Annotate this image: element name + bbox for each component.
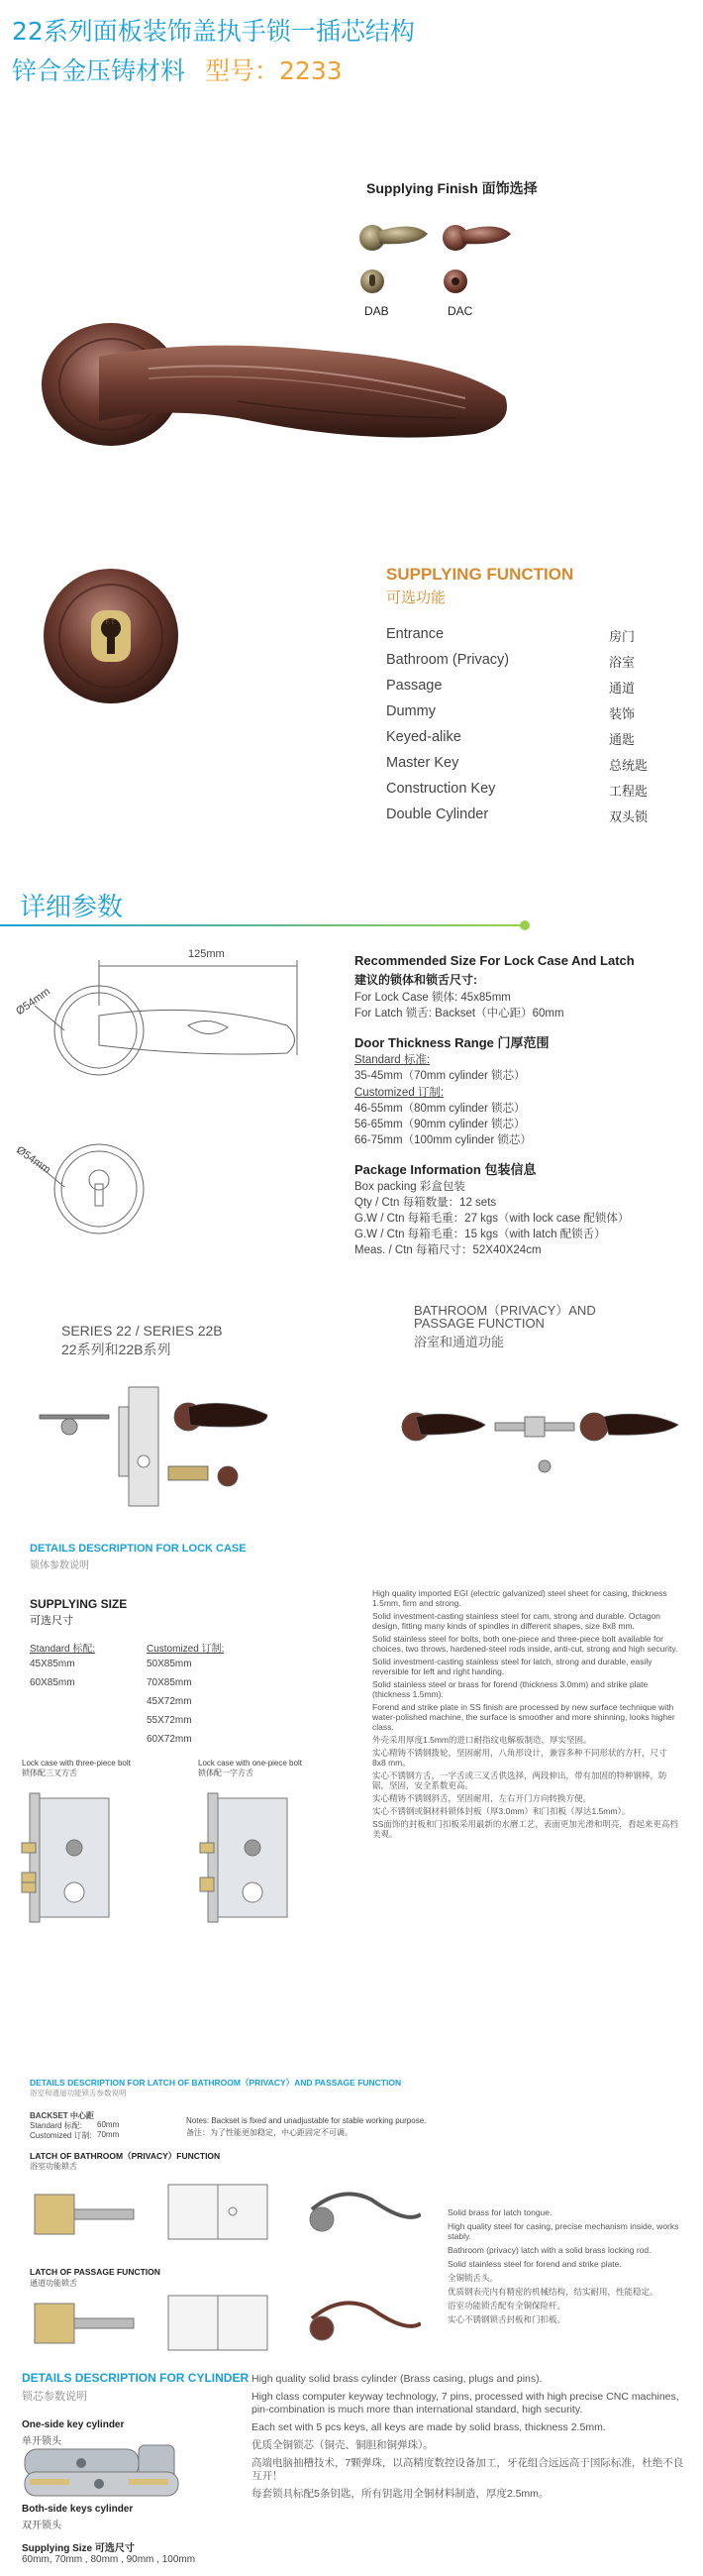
both-side-cylinder-image xyxy=(20,2464,188,2504)
bullet-item: 高端电脑抽槽技术，7颗弹珠，以高精度数控设备加工，牙花组合远远高于国际标准，杜绝不良互开！ xyxy=(251,2457,684,2482)
bullet-item: 实心不锈钢或铜材料锁体封板（厚3.0mm）和门扣板（厚达1.5mm）。 xyxy=(372,1806,631,1816)
cust-size-item: 55X72mm xyxy=(147,1715,192,1726)
one-side-cylinder-cn: 单开锁头 xyxy=(22,2436,61,2447)
bullet-item: 每套锁具标配5条钥匙，所有钥匙用全铜材料制造，厚度2.5mm。 xyxy=(251,2488,550,2500)
exploded-view-bathroom xyxy=(396,1387,693,1496)
bullet-item: Forend and strike plate in SS finish are processed by new surface technique with water-polished machine, the surface is smoother and more shinning, looks higher class. xyxy=(372,1702,675,1732)
cylinder-title: DETAILS DESCRIPTION FOR CYLINDER xyxy=(22,2371,250,2385)
door-custom-value: 46-55mm（80mm cylinder 锁芯） xyxy=(354,1103,526,1115)
recommended-line: For Latch 锁舌: Backset（中心距）60mm xyxy=(354,1008,564,1020)
backset-label: BACKSET 中心距 xyxy=(30,2111,94,2120)
std-size-label: Standard 标配: xyxy=(30,1644,96,1655)
dim-width-label: 125mm xyxy=(188,948,225,960)
door-custom-value: 56-65mm（90mm cylinder 锁芯） xyxy=(354,1119,526,1130)
model-number: 2233 xyxy=(279,56,343,85)
package-title: Package Information 包装信息 xyxy=(354,1162,537,1177)
package-line: Meas. / Ctn 每箱尺寸：52X40X24cm xyxy=(354,1244,542,1256)
bullet-item: 优质钢表壳内有精密的机械结构，结实耐用，性能稳定。 xyxy=(448,2287,658,2297)
package-line: G.W / Ctn 每箱毛重：15 kgs（with latch 配锁舌） xyxy=(354,1229,606,1240)
dim-rose-label: Ø54mm xyxy=(14,985,53,1019)
function-row: Passage 通道 xyxy=(386,678,636,696)
function-subtitle: 可选功能 xyxy=(386,590,447,606)
cust-size-item: 45X72mm xyxy=(147,1696,192,1707)
dac-handle-swatch xyxy=(443,225,511,293)
cust-size-item: 50X85mm xyxy=(147,1659,192,1669)
cust-size-item: 70X85mm xyxy=(147,1677,192,1688)
function-row: Bathroom (Privacy) 浴室 xyxy=(386,652,636,670)
function-row: Keyed-alike 通匙 xyxy=(386,729,636,747)
bullet-item: 全铜锁舌头。 xyxy=(448,2273,499,2283)
package-line: Box packing 彩盒包装 xyxy=(354,1181,465,1193)
series-right-cn: 浴室和通道功能 xyxy=(414,1335,505,1349)
details-title: 详细参数 xyxy=(20,893,124,922)
std-size-item: 45X85mm xyxy=(30,1659,75,1669)
package-line: Qty / Ctn 每箱数量：12 sets xyxy=(354,1197,497,1209)
lockcase-caption-three: Lock case with three-piece bolt 锁体配三叉方舌 xyxy=(22,1759,131,1777)
passage-latch-cn: 通道功能锁舌 xyxy=(30,2279,77,2288)
function-row: Dummy 装饰 xyxy=(386,703,636,721)
finish-option-dac[interactable]: DAC xyxy=(448,304,473,318)
bullet-item: High quality imported EGI (electric galvanized) steel sheet for casing, thickness 1.5mm, firm and strong. xyxy=(372,1588,667,1608)
series-left-en: SERIES 22 / SERIES 22B xyxy=(61,1323,223,1339)
bullet-item: High quality solid brass cylinder (Brass casing, plugs and pins). xyxy=(251,2373,543,2385)
passage-latch-image xyxy=(25,2284,421,2363)
dim-escutcheon-label: Ø54mm xyxy=(14,1143,53,1177)
function-title: SUPPLYING FUNCTION xyxy=(386,565,574,584)
door-thickness-title: Door Thickness Range 门厚范围 xyxy=(354,1035,550,1050)
function-row: Entrance 房门 xyxy=(386,626,636,644)
latch-title-cn: 浴室和通道功能锁舌参数说明 xyxy=(30,2089,127,2097)
escutcheon-image xyxy=(40,565,188,713)
bullet-item: SS面饰的封板和门扣板采用最新的水磨工艺，表面更加光滑和明亮，看起来更高档美观。 xyxy=(372,1819,678,1839)
bathroom-latch-title: LATCH OF BATHROOM（PRIVACY）FUNCTION xyxy=(30,2151,221,2161)
backset-note: Notes: Backset is fixed and unadjustable for stable working purpose. xyxy=(186,2116,427,2125)
series-left-cn: 22系列和22B系列 xyxy=(61,1342,171,1357)
one-side-cylinder-label: One-side key cylinder xyxy=(22,2419,125,2430)
lockcase-title-cn: 锁体参数说明 xyxy=(30,1560,89,1571)
door-standard-value: 35-45mm（70mm cylinder 锁芯） xyxy=(354,1070,526,1082)
bathroom-latch-image xyxy=(25,2170,421,2259)
section-divider-dot xyxy=(520,920,530,930)
dab-handle-swatch xyxy=(359,225,428,293)
latch-bullets xyxy=(448,2207,690,2328)
lever-handle-image xyxy=(40,307,535,495)
supplying-size-cn: 可选尺寸 xyxy=(30,1615,73,1627)
function-row: Construction Key 工程匙 xyxy=(386,781,649,799)
recommended-line: For Lock Case 锁体: 45x85mm xyxy=(354,992,511,1004)
backset-cust-value: 70mm xyxy=(97,2130,120,2139)
lockcase-images xyxy=(20,1783,356,1932)
bullet-item: Bathroom (privacy) latch with a solid brass locking rod. xyxy=(448,2245,652,2255)
backset-note-cn: 备注：为了性能更加稳定，中心距固定不可调。 xyxy=(186,2128,352,2137)
bullet-item: 浴室功能锁舌配有全铜保险杆。 xyxy=(448,2301,566,2310)
bullet-item: 实心精铸不锈钢斜舌，坚固耐用，左右开门方向转换方便。 xyxy=(372,1793,592,1803)
bullet-item: Each set with 5 pcs keys, all keys are made by solid brass, thickness 2.5mm. xyxy=(251,2421,606,2433)
exploded-view-entrance xyxy=(30,1367,327,1526)
page-subtitle xyxy=(12,52,343,87)
bullet-item: 实心不锈钢锁舌封板和门扣板。 xyxy=(448,2314,566,2324)
cust-size-label: Customized 订制: xyxy=(147,1644,225,1655)
latch-title: DETAILS DESCRIPTION FOR LATCH OF BATHROOM（PRIVACY）AND PASSAGE FUNCTION xyxy=(30,2078,402,2088)
bullet-item: 实心不锈钢方舌，一字舌或三叉舌供选择，两段伸出，带有加固的特种钢棒，防锯，坚固，安全系数更高。 xyxy=(372,1771,667,1790)
series-right-en1: BATHROOM（PRIVACY）AND xyxy=(414,1303,596,1318)
bathroom-latch-cn: 浴室功能锁舌 xyxy=(30,2162,77,2171)
passage-latch-title: LATCH OF PASSAGE FUNCTION xyxy=(30,2267,160,2277)
backset-std-value: 60mm xyxy=(97,2120,120,2129)
bullet-item: Solid investment-casting stainless steel for cam, strong and durable. Octagon design, fitting many kinds of spindles in different shapes, size 8x8 mm. xyxy=(372,1611,661,1631)
cylinder-title-cn: 锁芯参数说明 xyxy=(22,2391,87,2403)
both-side-cylinder-cn: 双开锁头 xyxy=(22,2521,61,2531)
bullet-item: Solid brass for latch tongue. xyxy=(448,2207,552,2217)
function-row: Master Key 总统匙 xyxy=(386,755,649,773)
bullet-item: Solid investment-casting stainless steel for latch, strong and durable, easily reversible for left and right handing. xyxy=(372,1657,653,1676)
series-right-en2: PASSAGE FUNCTION xyxy=(414,1316,545,1331)
model-label: 型号：2233 xyxy=(205,56,343,85)
finish-title: Supplying Finish 面饰选择 xyxy=(366,180,538,196)
bullet-item: 优质全铜锁芯（铜壳、铜胆和铜弹珠）。 xyxy=(251,2439,434,2451)
bullet-item: Solid stainless steel for forend and strike plate. xyxy=(448,2259,622,2269)
cust-size-item: 60X72mm xyxy=(147,1734,192,1745)
svg-text:F.T.: F.T. xyxy=(105,618,117,626)
lockcase-caption-one: Lock case with one-piece bolt 锁体配一字方舌 xyxy=(198,1759,302,1777)
bullet-item: 实心精铸不锈钢拨轮，坚固耐用，八角形设计，兼容多种不同形状的方杆，尺寸8x8 mm。 xyxy=(372,1748,667,1768)
recommended-title: Recommended Size For Lock Case And Latch xyxy=(354,953,635,968)
door-custom-value: 66-75mm（100mm cylinder 锁芯） xyxy=(354,1134,532,1146)
lockcase-bullets xyxy=(372,1588,679,1842)
backset-std-label: Standard 标配: xyxy=(30,2121,82,2130)
supplying-size-title: SUPPLYING SIZE xyxy=(30,1597,128,1611)
package-line: G.W / Ctn 每箱毛重：27 kgs（with lock case 配锁体） xyxy=(354,1213,630,1225)
recommended-title-cn: 建议的锁体和锁舌尺寸: xyxy=(354,973,477,987)
both-side-cylinder-label: Both-side keys cylinder xyxy=(22,2504,134,2515)
bullet-item: High quality steel for casing, precise mechanism inside, works stably. xyxy=(448,2221,679,2241)
material-label: 锌合金压铸材料 xyxy=(12,56,186,85)
page-title: 22系列面板装饰盖执手锁一插芯结构 xyxy=(12,17,415,46)
lockcase-title: DETAILS DESCRIPTION FOR LOCK CASE xyxy=(30,1543,247,1555)
backset-cust-label: Customized 订制: xyxy=(30,2131,92,2140)
bullet-item: Solid stainless steel for bolts, both one-piece and three-piece bolt available for choices, two throws, hardened-steel rods inside, anti-cut, strong and high security. xyxy=(372,1634,678,1654)
cylinder-bullets xyxy=(251,2373,692,2506)
finish-option-dab[interactable]: DAB xyxy=(364,304,389,318)
function-row: Double Cylinder 双头锁 xyxy=(386,806,649,824)
bullet-item: Solid stainless steel or brass for forend (thickness 3.0mm) and strike plate (thickness 1.5mm). xyxy=(372,1679,649,1699)
section-divider xyxy=(0,924,525,926)
std-size-item: 60X85mm xyxy=(30,1677,75,1688)
door-standard-label: Standard 标准: xyxy=(354,1054,431,1066)
bullet-item: High class computer keyway technology, 7 pins, processed with high precise CNC machines, pin-combination is much more than international standard, high security. xyxy=(251,2391,679,2415)
cylinder-size-label: Supplying Size 可选尺寸 xyxy=(22,2543,135,2554)
door-custom-label: Customized 订制: xyxy=(354,1087,445,1099)
cylinder-sizes: 60mm, 70mm , 80mm , 90mm , 100mm xyxy=(22,2554,196,2565)
bullet-item: 外壳采用厚度1.5mm的进口耐指纹电解板制造，厚实坚固。 xyxy=(372,1735,592,1745)
